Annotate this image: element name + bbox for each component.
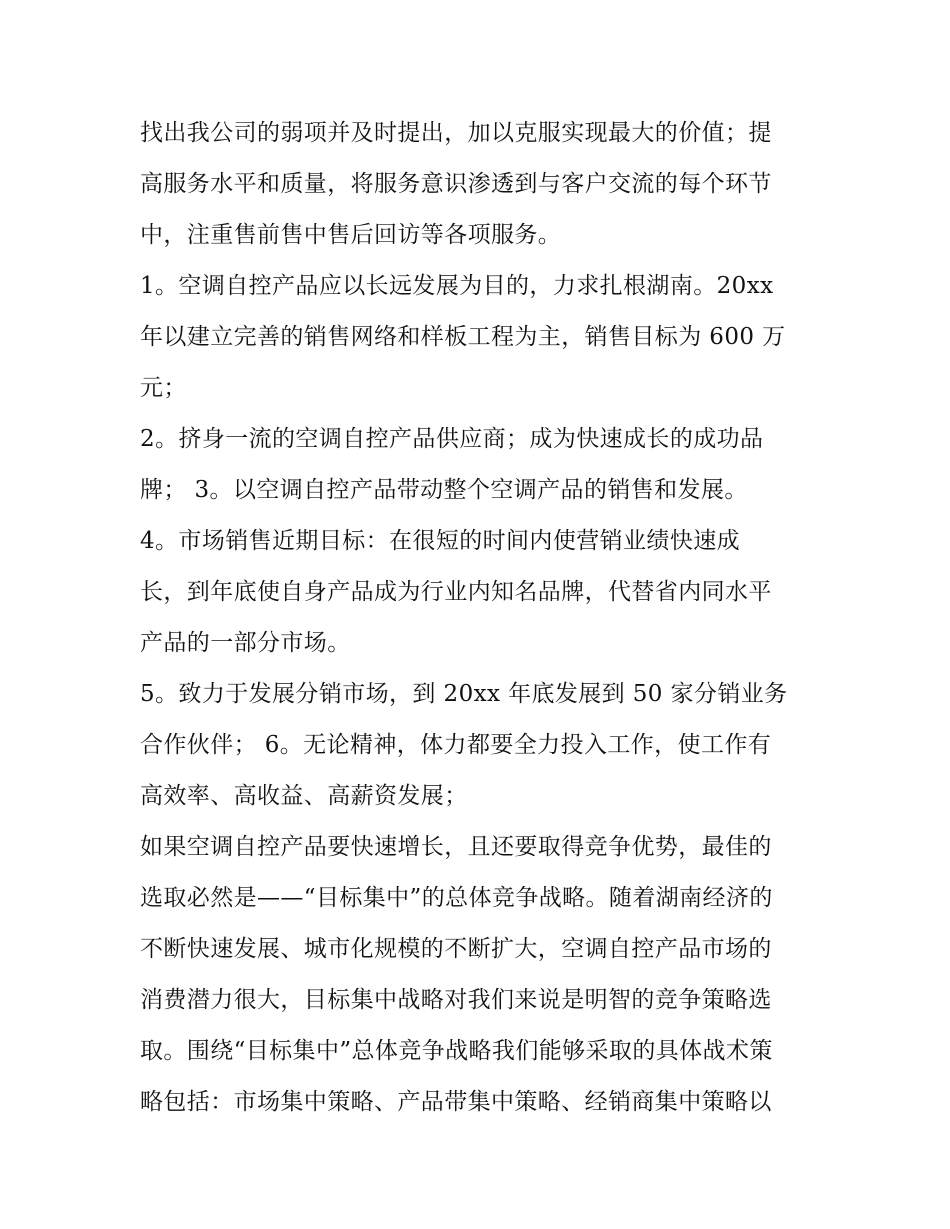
text-line: 略包括：市场集中策略、产品带集中策略、经销商集中策略以 [140,1089,772,1115]
text-line: 合作伙伴； 6。无论精神，体力都要全力投入工作，使工作有 [140,732,772,758]
text-line: 消费潜力很大，目标集中战略对我们来说是明智的竞争策略选 [140,987,772,1013]
text-line: 牌； 3。以空调自控产品带动整个空调产品的销售和发展。 [140,477,748,503]
text-line: 1。空调自控产品应以长远发展为目的，力求扎根湖南。20xx [140,273,774,299]
text-line: 高效率、高收益、高薪资发展； [140,783,468,809]
text-line: 5。致力于发展分销市场，到 20xx 年底发展到 50 家分销业务 [140,681,788,707]
text-line: 找出我公司的弱项并及时提出，加以克服实现最大的价值；提 [140,120,772,146]
text-line: 长，到年底使自身产品成为行业内知名品牌，代替省内同水平 [140,579,772,605]
text-line: 选取必然是——“目标集中”的总体竞争战略。随着湖南经济的 [140,885,773,911]
text-line: 4。市场销售近期目标：在很短的时间内使营销业绩快速成 [140,528,741,554]
text-line: 高服务水平和质量，将服务意识渗透到与客户交流的每个环节 [140,171,772,197]
document-body [140,108,820,1128]
text-line: 年以建立完善的销售网络和样板工程为主，销售目标为 600 万 [140,324,786,350]
text-line: 如果空调自控产品要快速增长，且还要取得竞争优势，最佳的 [140,834,772,860]
text-line: 2。挤身一流的空调自控产品供应商；成为快速成长的成功品 [140,426,764,452]
text-line: 中，注重售前售中售后回访等各项服务。 [140,222,562,248]
text-line: 取。围绕“目标集中”总体竞争战略我们能够采取的具体战术策 [140,1038,773,1064]
text-line: 产品的一部分市场。 [140,630,351,656]
text-line: 不断快速发展、城市化规模的不断扩大，空调自控产品市场的 [140,936,772,962]
text-line: 元； [140,375,187,401]
